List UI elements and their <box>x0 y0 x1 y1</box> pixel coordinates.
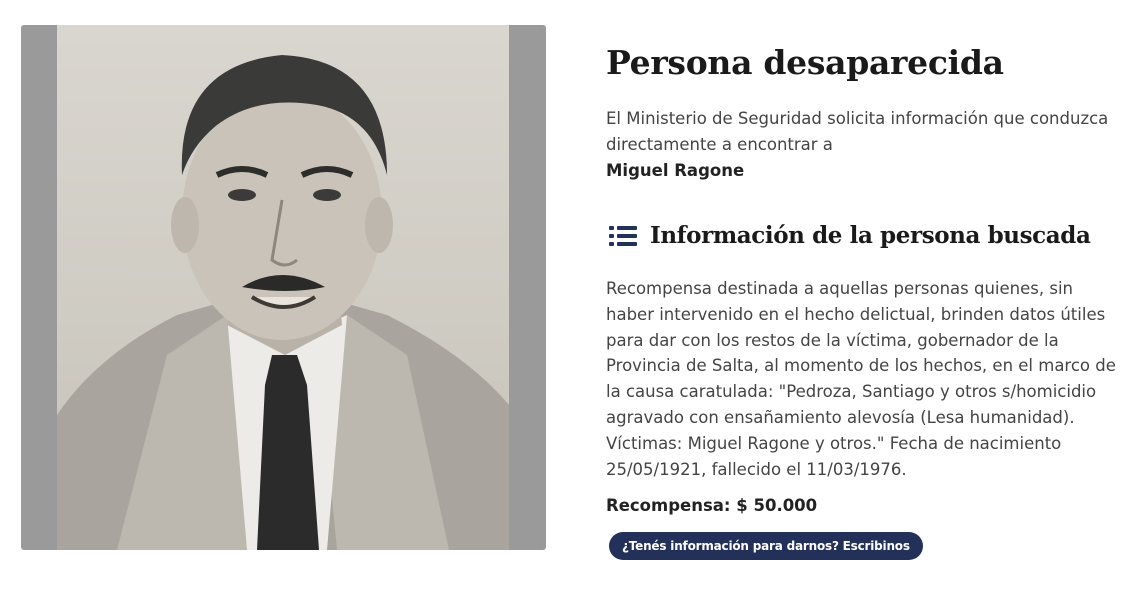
section-title: Información de la persona buscada <box>650 222 1091 249</box>
list-icon <box>609 225 637 247</box>
page-title: Persona desaparecida <box>606 43 1004 82</box>
intro-paragraph <box>606 106 1116 184</box>
section-header <box>606 220 1116 252</box>
intro-text: El Ministerio de Seguridad solicita información que conduzca directamente a encontrar a <box>606 109 1109 154</box>
portrait-illustration <box>57 25 509 550</box>
reward-description: Recompensa destinada a aquellas personas quienes, sin haber intervenido en el hecho delictual, brinden datos útiles para dar con los restos de la víctima, gobernador de la Provincia de Salta, al momento de los hechos, en el marco de la causa caratulada: "Pedroza, Santiago y otros s/homicidio agravado con ensañamiento alevosía (Lesa humanidad). Víctimas: Miguel Ragone y otros." Fecha de nacimiento 25/05/1921, fallecido el 11/03/1976. <box>606 279 1116 479</box>
reward-amount: Recompensa: $ 50.000 <box>606 496 818 516</box>
person-photo <box>21 25 546 550</box>
main-content <box>606 40 1116 560</box>
contact-button[interactable]: ¿Tenés información para darnos? Escribinos <box>609 532 923 560</box>
person-portrait <box>57 25 509 550</box>
person-name: Miguel Ragone <box>606 161 745 180</box>
